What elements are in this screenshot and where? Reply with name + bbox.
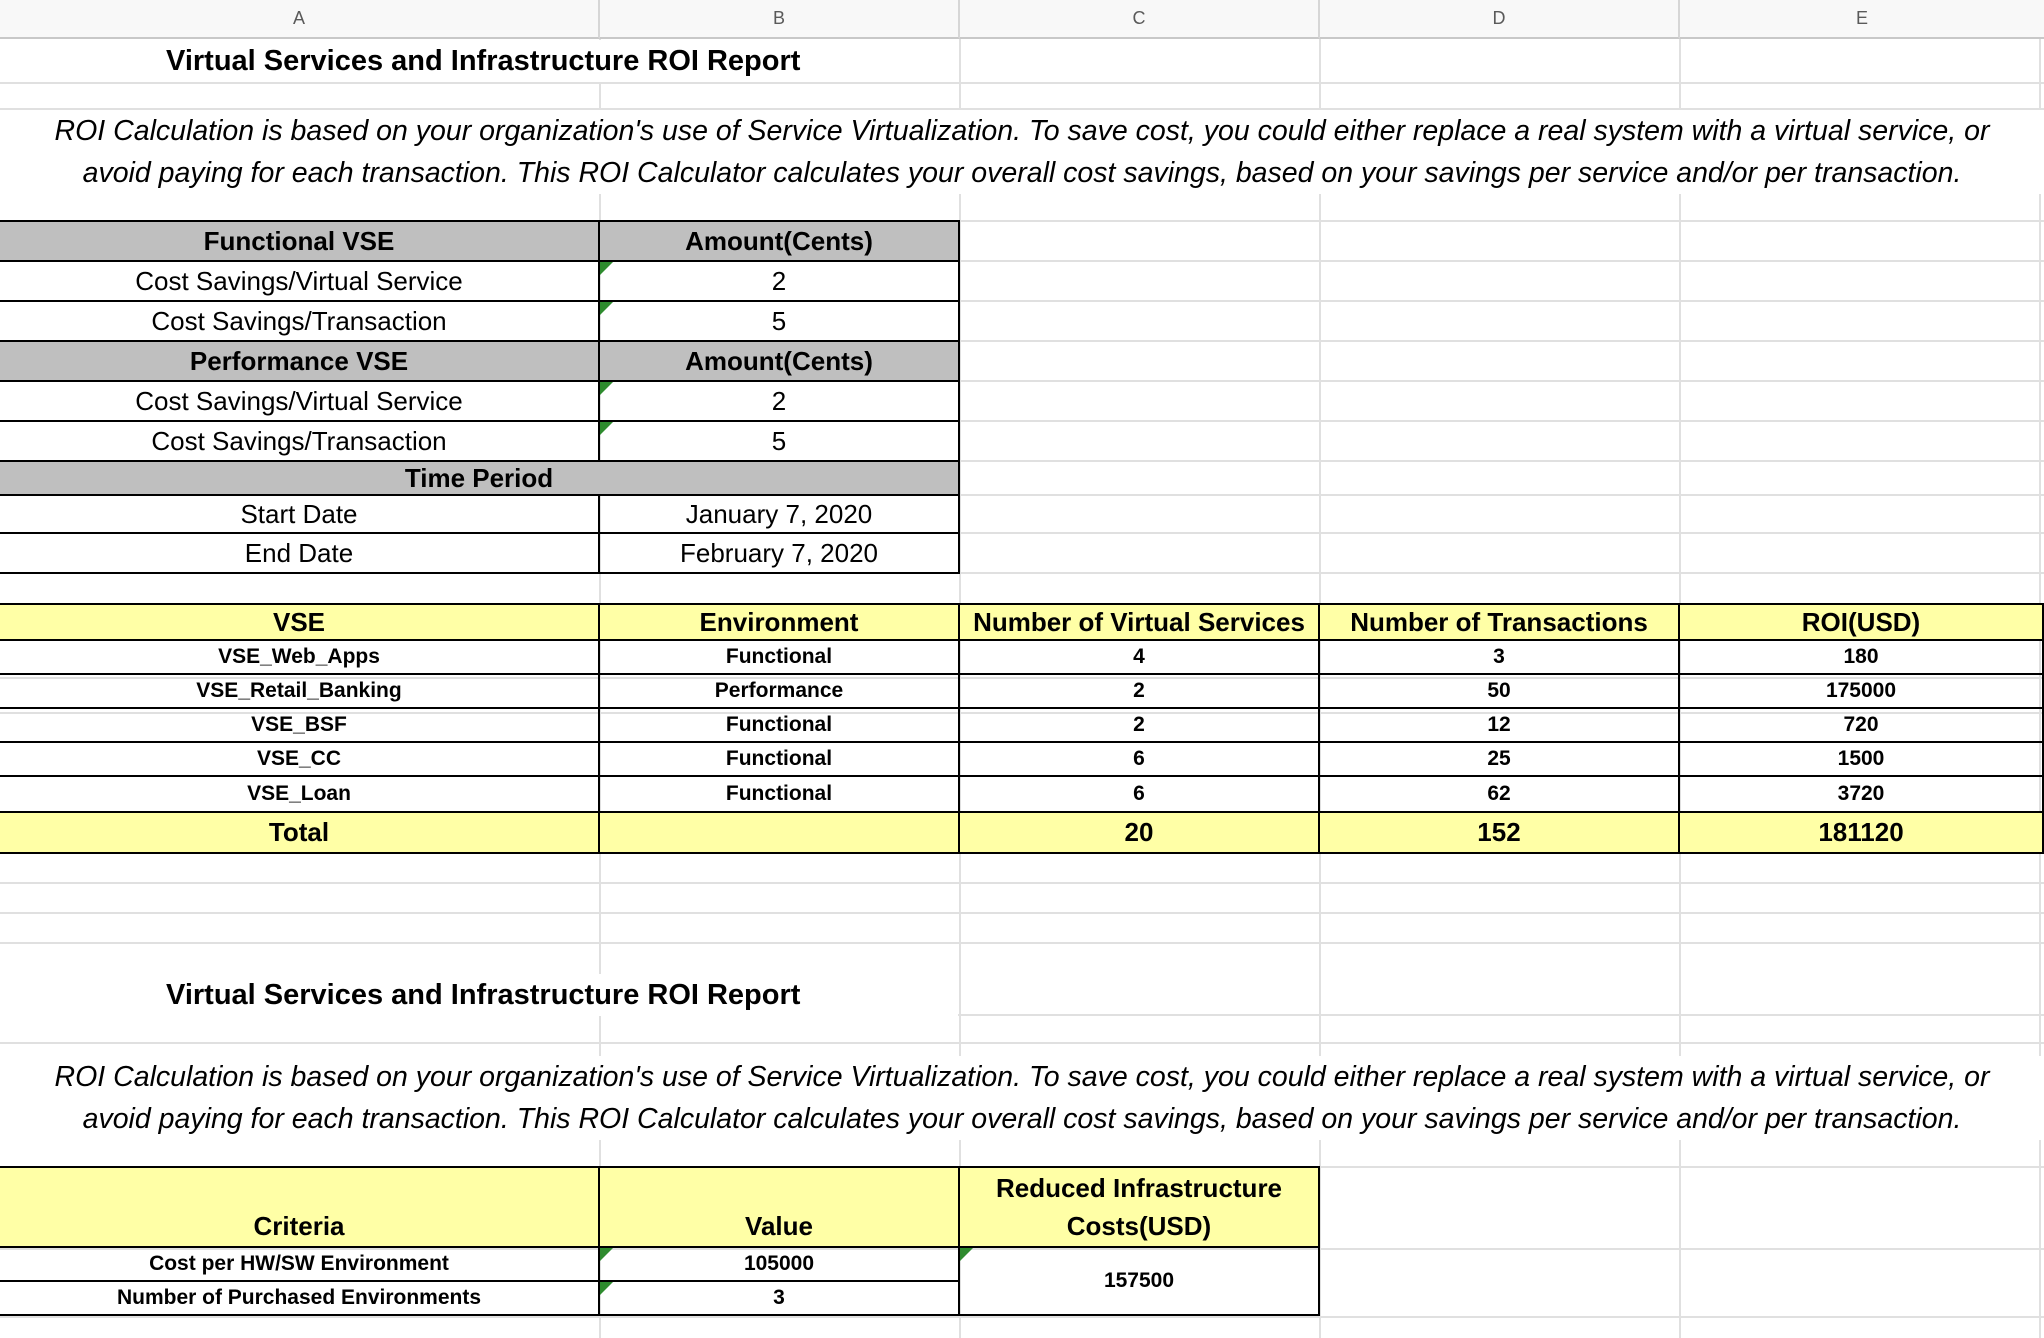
report-description-line-2: avoid paying for each transaction. This ROI Calculator calculates your overall cost savings, based on your savings per service and/or per transaction. (82, 157, 1962, 189)
total-label[interactable]: Total (0, 811, 600, 854)
column-header-c[interactable]: C (960, 0, 1320, 39)
virtual-services-cell[interactable]: 2 (958, 707, 1320, 743)
environment-cell[interactable]: Functional (598, 639, 960, 675)
transactions-cell[interactable]: 3 (1318, 639, 1680, 675)
functional-cost-per-service-value[interactable]: 2 (598, 260, 960, 302)
virtual-services-cell[interactable]: 2 (958, 673, 1320, 709)
performance-cost-per-service-value[interactable]: 2 (598, 380, 960, 422)
transactions-cell[interactable]: 25 (1318, 741, 1680, 777)
report-title-2[interactable]: Virtual Services and Infrastructure ROI Report (0, 974, 958, 1016)
roi-cell[interactable]: 1500 (1678, 741, 2044, 777)
reduced-infrastructure-header-line-1: Reduced Infrastructure (995, 1173, 1283, 1203)
roi-cell[interactable]: 175000 (1678, 673, 2044, 709)
virtual-services-cell[interactable]: 6 (958, 775, 1320, 813)
performance-cost-per-service-label[interactable]: Cost Savings/Virtual Service (0, 380, 600, 422)
start-date-label[interactable]: Start Date (0, 494, 600, 534)
roi-cell[interactable]: 180 (1678, 639, 2044, 675)
total-transactions[interactable]: 152 (1318, 811, 1680, 854)
total-roi[interactable]: 181120 (1678, 811, 2044, 854)
virtual-services-cell[interactable]: 6 (958, 741, 1320, 777)
reduced-infrastructure-value[interactable]: 157500 (958, 1246, 1320, 1316)
transactions-cell[interactable]: 12 (1318, 707, 1680, 743)
report-description-2-line-1: ROI Calculation is based on your organization's use of Service Virtualization. To save cost, you could either replace a real system with a virtual service, or (54, 1061, 1990, 1093)
functional-cost-per-transaction-label[interactable]: Cost Savings/Transaction (0, 300, 600, 342)
reduced-infrastructure-header[interactable] (958, 1166, 1320, 1248)
report-description-line-1: ROI Calculation is based on your organization's use of Service Virtualization. To save cost, you could either replace a real system with a virtual service, or (54, 115, 1990, 147)
time-period-header[interactable]: Time Period (0, 460, 960, 496)
functional-cost-per-transaction-value[interactable]: 5 (598, 300, 960, 342)
report-description-2[interactable] (0, 1056, 2044, 1140)
transactions-column-header[interactable]: Number of Transactions (1318, 603, 1680, 641)
criteria-header[interactable]: Criteria (0, 1166, 600, 1248)
column-header-a[interactable]: A (0, 0, 600, 39)
total-environment-cell[interactable] (598, 811, 960, 854)
functional-vse-header[interactable]: Functional VSE (0, 220, 600, 262)
environment-cell[interactable]: Functional (598, 741, 960, 777)
performance-vse-header[interactable]: Performance VSE (0, 340, 600, 382)
transactions-cell[interactable]: 50 (1318, 673, 1680, 709)
reduced-infrastructure-header-line-2: Costs(USD) (1066, 1211, 1212, 1241)
report-title[interactable]: Virtual Services and Infrastructure ROI Report (0, 40, 958, 82)
environment-cell[interactable]: Performance (598, 673, 960, 709)
performance-cost-per-transaction-value[interactable]: 5 (598, 420, 960, 462)
vse-name-cell[interactable]: VSE_Web_Apps (0, 639, 600, 675)
functional-amount-header[interactable]: Amount(Cents) (598, 220, 960, 262)
performance-amount-header[interactable]: Amount(Cents) (598, 340, 960, 382)
vse-column-header[interactable]: VSE (0, 603, 600, 641)
environment-cell[interactable]: Functional (598, 707, 960, 743)
report-description[interactable] (0, 110, 2044, 194)
virtual-services-cell[interactable]: 4 (958, 639, 1320, 675)
vse-name-cell[interactable]: VSE_BSF (0, 707, 600, 743)
cost-per-environment-label[interactable]: Cost per HW/SW Environment (0, 1246, 600, 1282)
environment-cell[interactable]: Functional (598, 775, 960, 813)
total-virtual-services[interactable]: 20 (958, 811, 1320, 854)
column-header-d[interactable]: D (1320, 0, 1680, 39)
virtual-services-column-header[interactable]: Number of Virtual Services (958, 603, 1320, 641)
column-header-b[interactable]: B (600, 0, 960, 39)
roi-cell[interactable]: 3720 (1678, 775, 2044, 813)
vse-name-cell[interactable]: VSE_Retail_Banking (0, 673, 600, 709)
performance-cost-per-transaction-label[interactable]: Cost Savings/Transaction (0, 420, 600, 462)
environment-column-header[interactable]: Environment (598, 603, 960, 641)
functional-cost-per-service-label[interactable]: Cost Savings/Virtual Service (0, 260, 600, 302)
report-description-2-line-2: avoid paying for each transaction. This ROI Calculator calculates your overall cost savings, based on your savings per service and/or per transaction. (82, 1103, 1962, 1135)
end-date-value[interactable]: February 7, 2020 (598, 532, 960, 574)
roi-cell[interactable]: 720 (1678, 707, 2044, 743)
vse-name-cell[interactable]: VSE_CC (0, 741, 600, 777)
column-header-e[interactable]: E (1680, 0, 2044, 39)
value-header[interactable]: Value (598, 1166, 960, 1248)
start-date-value[interactable]: January 7, 2020 (598, 494, 960, 534)
cost-per-environment-value[interactable]: 105000 (598, 1246, 960, 1282)
transactions-cell[interactable]: 62 (1318, 775, 1680, 813)
end-date-label[interactable]: End Date (0, 532, 600, 574)
roi-column-header[interactable]: ROI(USD) (1678, 603, 2044, 641)
purchased-environments-label[interactable]: Number of Purchased Environments (0, 1280, 600, 1316)
vse-name-cell[interactable]: VSE_Loan (0, 775, 600, 813)
purchased-environments-value[interactable]: 3 (598, 1280, 960, 1316)
